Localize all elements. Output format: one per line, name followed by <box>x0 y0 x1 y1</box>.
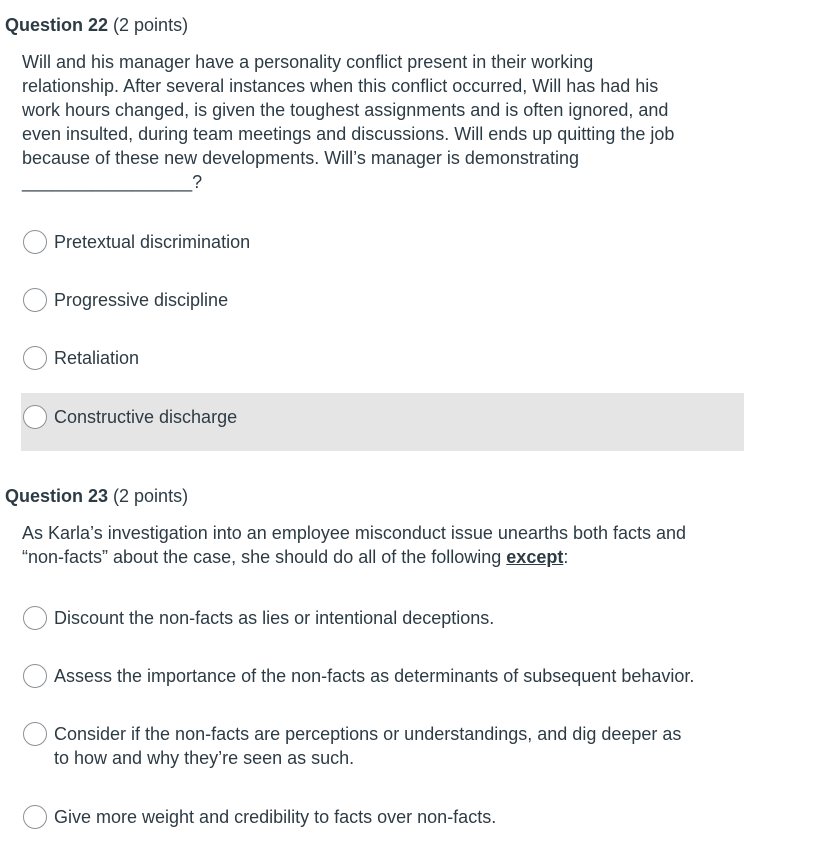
q23-option-assess-importance[interactable] <box>21 664 744 688</box>
radio-button[interactable] <box>23 346 47 370</box>
question-22-text-line: because of these new developments. Will’s manager is demonstrating <box>22 148 579 168</box>
radio-button[interactable] <box>23 722 47 746</box>
q22-option-progressive-discipline[interactable] <box>21 288 744 312</box>
radio-button[interactable] <box>23 606 47 630</box>
q23-option-give-more-weight[interactable] <box>21 805 744 829</box>
question-22-text-line: work hours changed, is given the toughest assignments and is often ignored, and <box>22 100 669 120</box>
option-label-line: to how and why they’re seen as such. <box>54 748 355 768</box>
question-23-points: (2 points) <box>108 486 189 506</box>
radio-button[interactable] <box>23 288 47 312</box>
option-label: Retaliation <box>54 348 140 368</box>
radio-button[interactable] <box>23 664 47 688</box>
option-label: Constructive discharge <box>54 407 238 427</box>
question-23-text-line <box>22 545 742 569</box>
option-label: Assess the importance of the non-facts as determinants of subsequent behavior. <box>54 666 695 686</box>
q23-option-consider-perceptions[interactable] <box>21 722 744 770</box>
question-23-emphasis: except <box>506 547 564 567</box>
q22-option-constructive-discharge[interactable] <box>21 393 744 451</box>
question-23-text-post: : <box>563 547 569 567</box>
option-label: Progressive discipline <box>54 290 229 310</box>
question-22-text-line: _________________? <box>22 172 203 192</box>
question-22-heading <box>5 13 188 37</box>
question-22-text-line: even insulted, during team meetings and discussions. Will ends up quitting the job <box>22 124 675 144</box>
question-23-text-line: As Karla’s investigation into an employee misconduct issue unearths both facts and <box>22 523 687 543</box>
radio-button[interactable] <box>23 230 47 254</box>
option-label-line: Consider if the non-facts are perceptions or understandings, and dig deeper as <box>54 724 682 744</box>
q22-option-pretextual-discrimination[interactable] <box>21 230 744 254</box>
question-22-points: (2 points) <box>108 15 189 35</box>
q23-option-discount-non-facts[interactable] <box>21 606 744 630</box>
option-label: Pretextual discrimination <box>54 232 251 252</box>
question-22-title: Question 22 <box>5 15 109 35</box>
radio-button[interactable] <box>23 405 47 429</box>
q22-option-retaliation[interactable] <box>21 346 744 370</box>
option-label: Discount the non-facts as lies or intentional deceptions. <box>54 608 495 628</box>
question-23-text <box>22 521 742 569</box>
question-22-text <box>22 50 742 194</box>
question-22-text-line: relationship. After several instances when this conflict occurred, Will has had his <box>22 76 659 96</box>
option-label <box>54 722 744 770</box>
radio-button[interactable] <box>23 805 47 829</box>
question-23-title: Question 23 <box>5 486 109 506</box>
question-23-heading <box>5 484 188 508</box>
question-23-text-pre: “non-facts” about the case, she should do all of the following <box>22 547 507 567</box>
question-22-text-line: Will and his manager have a personality conflict present in their working <box>22 52 594 72</box>
option-label: Give more weight and credibility to facts over non-facts. <box>54 807 497 827</box>
